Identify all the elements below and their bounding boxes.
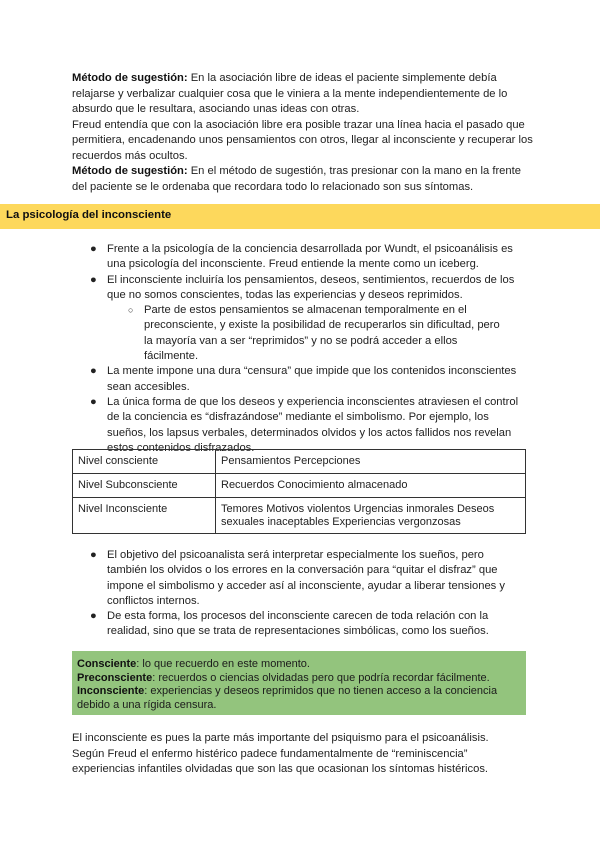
paragraph-free-association: Método de sugestión: En la asociación libre de ideas el paciente simplemente debía relajarse y verbalizar cualquier cosa que le viniera a la mente independientemente de lo absurdo que le resultara, asociando unas ideas con otras. xyxy=(72,72,508,115)
sub-list-item: ○ Parte de estos pensamientos se almacenan temporalmente en el preconsciente, y existe la posibilidad de recuperarlos sin dificultad, pero la mayoría van a ser “reprimidos” y no se podrá acceder a ellos fácilmente. xyxy=(128,304,500,363)
table-cell-level: Nivel consciente xyxy=(73,450,216,474)
levels-table xyxy=(72,449,526,534)
circle-bullet-icon: ○ xyxy=(128,305,134,316)
bullet-icon: ● xyxy=(90,273,97,286)
closing-paragraph: El inconsciente es pues la parte más importante del psiquismo para el psicoanálisis. Según Freud el enfermo histérico padece fundamentalmente de “reminiscencia” experiencias infantiles olvidadas que son las que ocasionan los síntomas histéricos. xyxy=(72,732,489,775)
section-heading-bar xyxy=(0,204,600,229)
sub-bullet-list xyxy=(107,303,522,364)
list-item: ● La mente impone una dura “censura” que impide que los contenidos inconscientes sean accesibles. xyxy=(90,365,517,393)
intro-section xyxy=(72,71,534,195)
section-heading: La psicología del inconsciente xyxy=(6,209,172,221)
bullet-list-analyst xyxy=(0,548,522,640)
table-cell-content: Pensamientos Percepciones xyxy=(216,450,526,474)
table-cell-level: Nivel Inconsciente xyxy=(73,498,216,534)
table-cell-content: Recuerdos Conocimiento almacenado xyxy=(216,474,526,498)
table-row xyxy=(73,498,526,534)
summary-box xyxy=(72,651,526,715)
paragraph-suggestion: Método de sugestión: En el método de sugestión, tras presionar con la mano en la frente del paciente se le ordenaba que recordara todo lo relacionado son sus síntomas. xyxy=(72,165,521,193)
bullet-icon: ● xyxy=(90,243,97,255)
list-item: ● Frente a la psicología de la conciencia desarrollada por Wundt, el psicoanálisis es una psicología del inconsciente. Freud entiende la mente como un iceberg. xyxy=(90,243,513,271)
list-item: ● De esta forma, los procesos del inconsciente carecen de toda relación con la realidad, sino que se trata de representaciones simbólicas, como los sueños. xyxy=(90,610,489,638)
list-item: ● El inconsciente incluiría los pensamientos, deseos, sentimientos, recuerdos de los que no somos conscientes, todas las experiencias y deseos reprimidos. ○ Parte de estos pensamientos se almacenan temporalmente en el preconsciente, y existe la posibilidad de recuperarlos sin dificultad, pero la mayoría van a ser “reprimidos” y no se podrá acceder a ellos fácilmente. xyxy=(0,273,522,365)
paragraph-freud-understanding: Freud entendía que con la asociación libre era posible trazar una línea hacia el pasado que permitiera, encadenando unos pensamientos con otros, llegar al inconsciente y recuperar los recuerdos más ocultos. xyxy=(72,118,533,162)
bullet-icon: ● xyxy=(90,549,97,561)
method-label: Método de sugestión: xyxy=(72,165,188,177)
bullet-list-unconscious xyxy=(0,242,522,456)
bullet-icon: ● xyxy=(90,395,97,408)
table-row xyxy=(73,450,526,474)
summary-preconsciente: Preconsciente: recuerdos o ciencias olvidadas pero que podría recordar fácilmente. xyxy=(77,671,490,684)
bullet-icon: ● xyxy=(90,610,97,623)
summary-consciente: Consciente: lo que recuerdo en este momento. xyxy=(77,658,310,670)
method-label: Método de sugestión: xyxy=(72,72,188,84)
bullet-icon: ● xyxy=(90,365,97,378)
summary-text xyxy=(77,658,517,712)
list-item: ● El objetivo del psicoanalista será interpretar especialmente los sueños, pero también los olvidos o los errores en la conversación para “quitar el disfraz” que impone el simbolismo y acceder así al inconsciente, ayudar a liberar tensiones y conflictos internos. xyxy=(90,549,505,607)
list-item: ● La única forma de que los deseos y experiencia inconscientes atraviesen el control de la conciencia es “disfrazándose” mediante el simbolismo. Por ejemplo, los sueños, los lapsus verbales, determinados olvidos y los actos fallidos nos revelan estos contenidos disfrazados. xyxy=(90,395,519,454)
table-cell-level: Nivel Subconsciente xyxy=(73,474,216,498)
table-cell-content: Temores Motivos violentos Urgencias inmorales Deseos sexuales inaceptables Experiencias vergonzosas xyxy=(216,498,526,534)
table-row xyxy=(73,474,526,498)
summary-inconsciente: Inconsciente: experiencias y deseos reprimidos que no tienen acceso a la conciencia debido a una rígida censura. xyxy=(77,685,498,711)
